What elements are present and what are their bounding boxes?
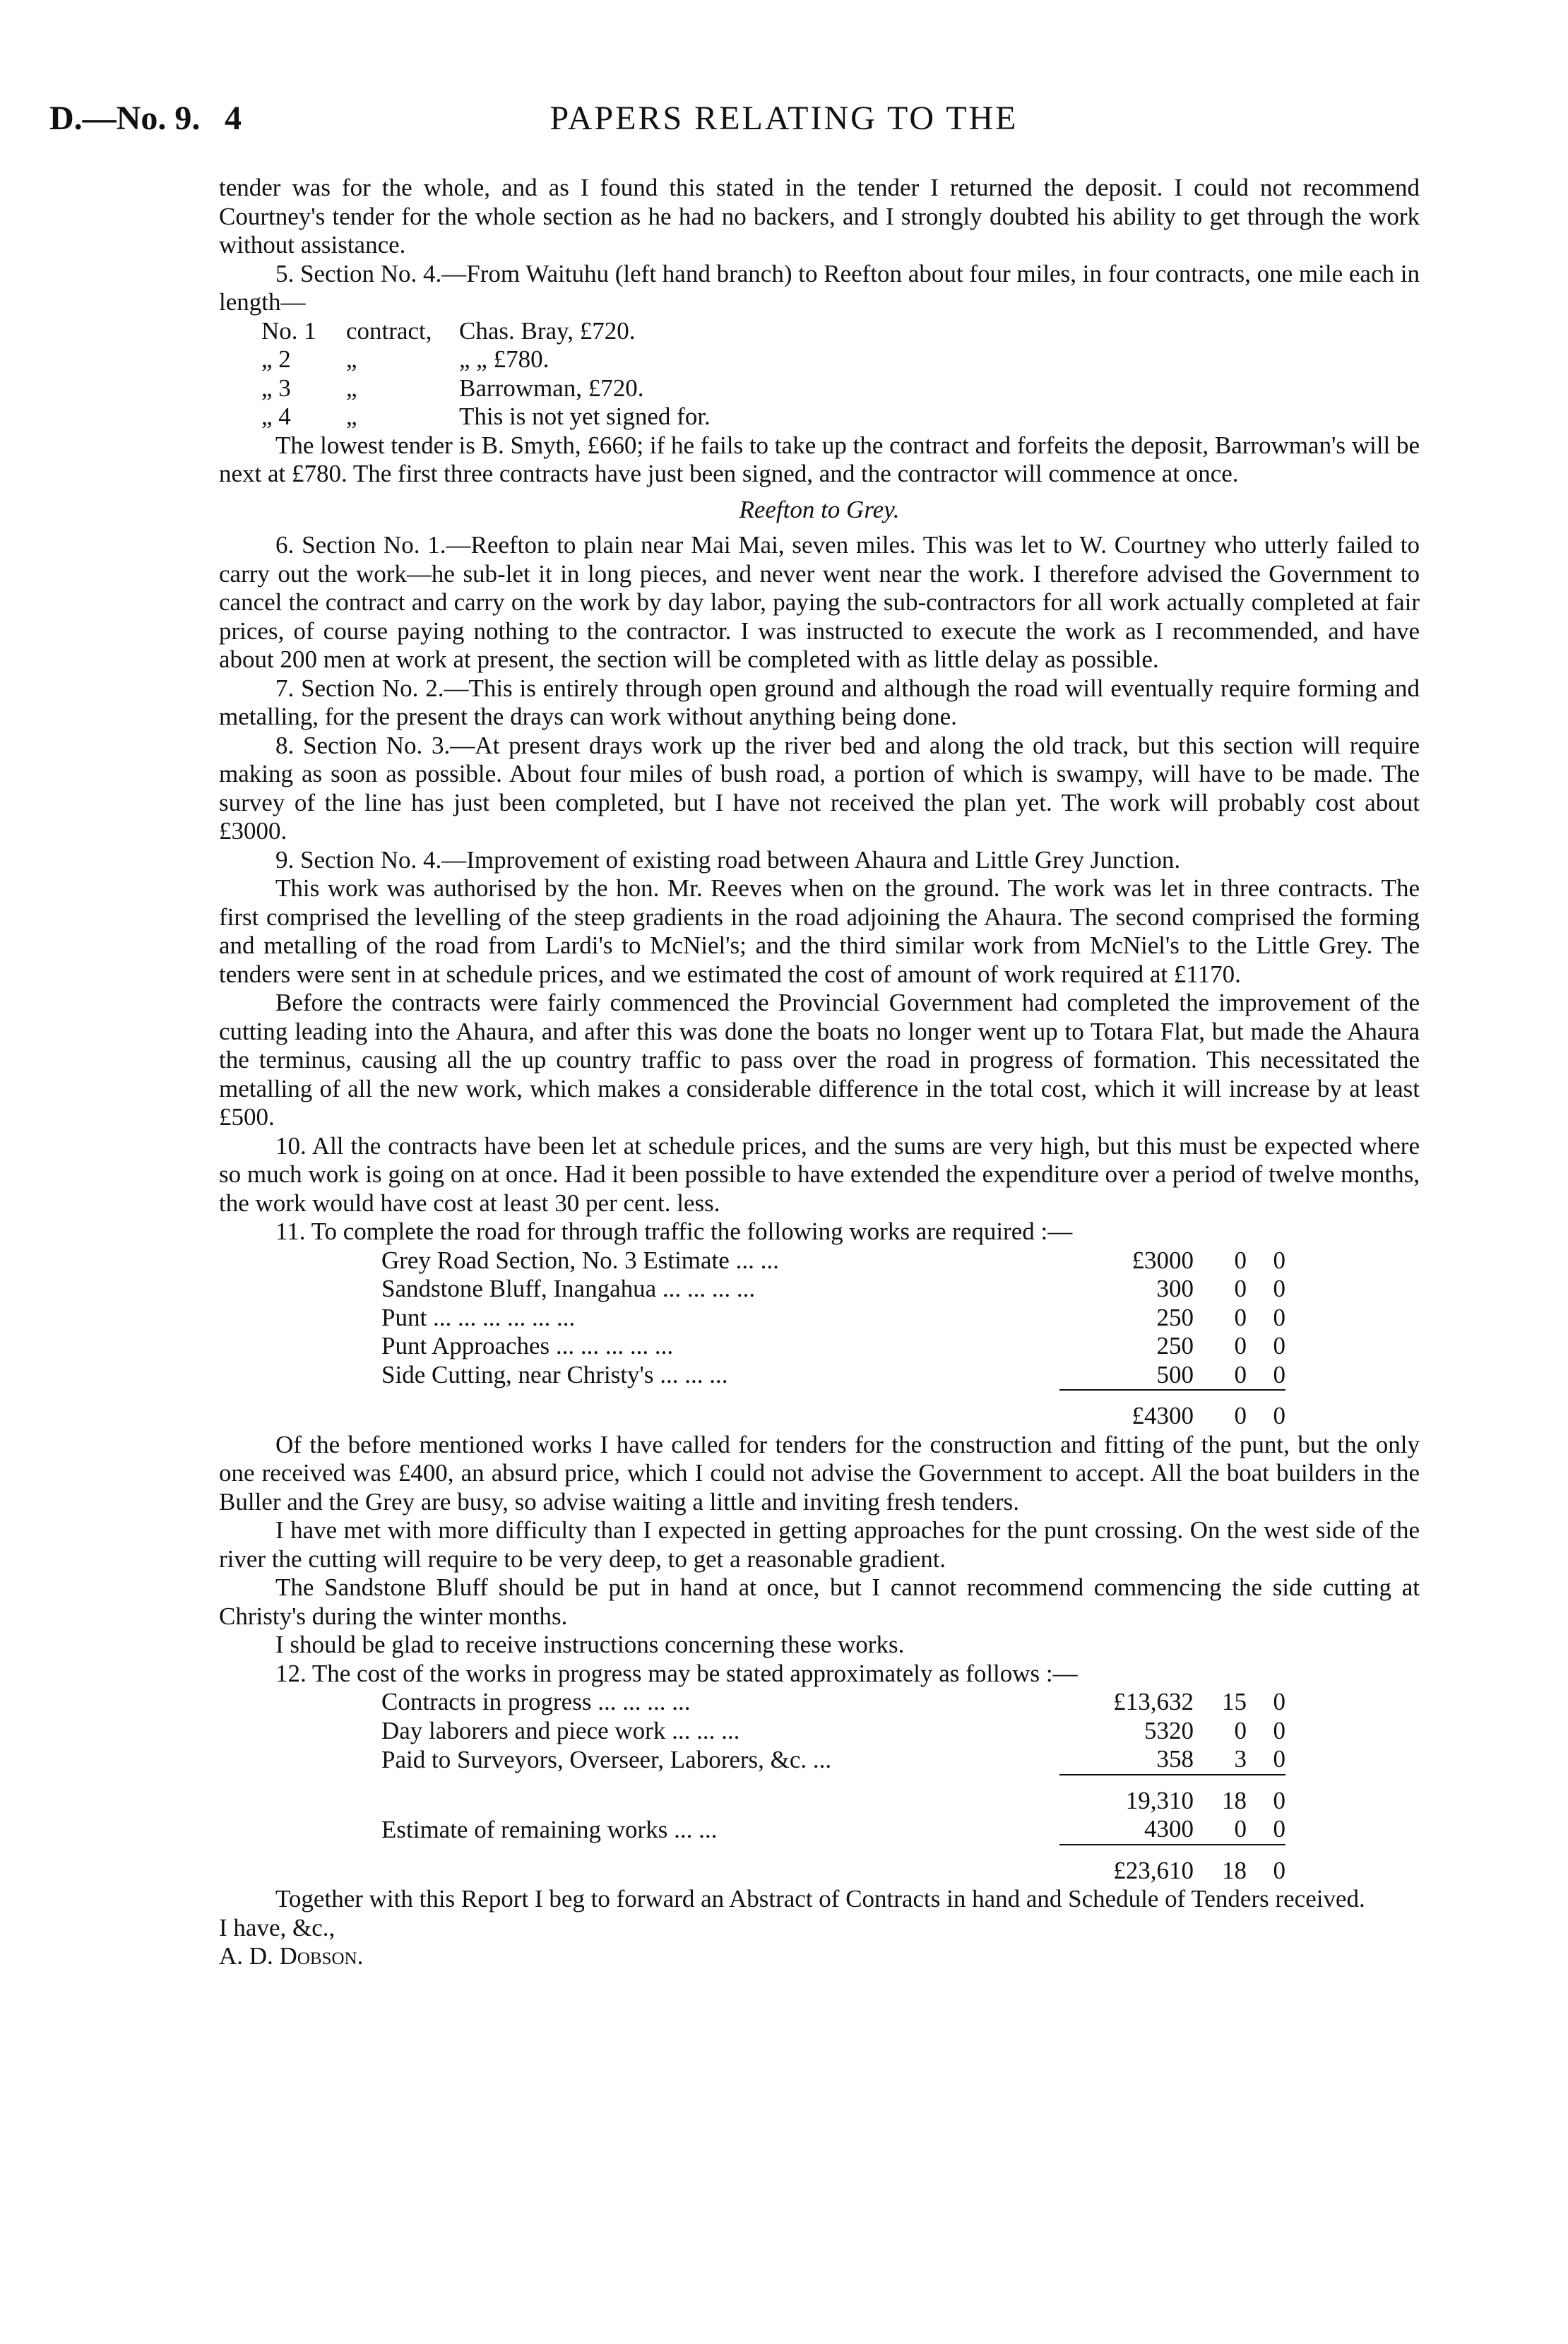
report-body: [219, 174, 1420, 1971]
paragraph-9b: This work was authorised by the hon. Mr. Reeves when on the ground. The work was let in three contracts. The first comprised the levelling of the steep gradients in the road adjoining the Ahaura. The second comprised the forming and metalling of the road from Lardi's to McNiel's; and the third similar work from McNiel's to the Little Grey. The tenders were sent in at schedule prices, and we estimated the cost of amount of work required at £1170.: [219, 874, 1420, 988]
paragraph-final: Together with this Report I beg to forward an Abstract of Contracts in hand and Schedule of Tenders received.: [275, 1885, 1365, 1912]
pence-cell: 0: [1273, 1688, 1285, 1715]
pounds-cell: 358: [1156, 1745, 1194, 1773]
contract-word: contract,: [346, 316, 432, 345]
section-subheading: Reefton to Grey.: [739, 495, 900, 523]
document-reference: D.—No. 9.: [49, 100, 201, 137]
work-label: Punt Approaches ... ... ... ... ...: [381, 1332, 674, 1360]
paragraph-11: 11. To complete the road for through traffic the following works are required :—: [275, 1218, 1073, 1245]
contract-list: [219, 317, 1420, 432]
page-number: 4: [225, 100, 242, 137]
remaining-pence: 0: [1273, 1815, 1285, 1843]
table-row: [381, 1275, 1285, 1304]
paragraph-10: 10. All the contracts have been let at schedule prices, and the sums are very high, but this must be expected where so much work is going on at once. Had it been possible to have extended the expenditure over a period of twelve months, the work would have cost at least 30 per cent. less.: [219, 1131, 1420, 1217]
remaining-label: Estimate of remaining works ... ...: [381, 1815, 718, 1843]
paragraph-7: 7. Section No. 2.—This is entirely through open ground and although the road will eventually require forming and metalling, for the present the drays can work without anything being done.: [219, 674, 1420, 730]
contract-detail: This is not yet signed for.: [459, 403, 711, 430]
subtotal-shillings: 18: [1194, 1775, 1247, 1816]
cost-label: Day laborers and piece work ... ... ...: [381, 1716, 740, 1744]
table-row: [381, 1717, 1285, 1746]
subtotal-row: [381, 1775, 1285, 1816]
signature: A. D. Dobson.: [219, 1942, 364, 1970]
contract-row: [219, 317, 1420, 346]
subtotal-pence: 0: [1247, 1775, 1285, 1816]
shillings-cell: 0: [1234, 1360, 1247, 1388]
grand-total-shillings: 18: [1194, 1845, 1247, 1886]
work-label: Sandstone Bluff, Inangahua ... ... ... ...: [381, 1275, 756, 1302]
total-pounds: £4300: [1059, 1390, 1194, 1431]
total-pence: 0: [1247, 1390, 1285, 1431]
contract-row: [219, 403, 1420, 432]
contract-word: „: [346, 403, 357, 430]
remaining-row: [381, 1815, 1285, 1845]
pounds-cell: 250: [1156, 1332, 1194, 1360]
paragraph-12: 12. The cost of the works in progress may be stated approximately as follows :—: [275, 1659, 1078, 1687]
grand-total-pence: 0: [1247, 1845, 1285, 1886]
shillings-cell: 0: [1234, 1246, 1247, 1274]
table-row: [381, 1361, 1285, 1391]
work-label: Side Cutting, near Christy's ... ... ...: [381, 1361, 728, 1388]
remaining-pounds: 4300: [1144, 1815, 1194, 1843]
contract-word: „: [346, 374, 357, 402]
shillings-cell: 15: [1222, 1688, 1247, 1715]
paragraph-9: 9. Section No. 4.—Improvement of existing road between Ahaura and Little Grey Junction.: [275, 845, 1181, 874]
contract-number: „ 3: [261, 374, 291, 402]
paragraph-9c: Before the contracts were fairly commenced the Provincial Government had completed the improvement of the cutting leading into the Ahaura, and after this was done the boats no longer went up to Totara Flat, but made the Ahaura the terminus, causing all the up country traffic to pass over the road in progress of formation. This necessitated the metalling of all the new work, which makes a considerable difference in the total cost, which it will increase by at least £500.: [219, 989, 1420, 1131]
paragraph-6: 6. Section No. 1.—Reefton to plain near Mai Mai, seven miles. This was let to W. Courtney who utterly failed to carry out the work—he sub-let it in long pieces, and never went near the work. I therefore advised the Government to cancel the contract and carry on the work by day labor, paying the sub-contractors for all work actually completed at fair prices, of course paying nothing to the contractor. I was instructed to execute the work as I recommended, and have about 200 men at work at present, the section will be completed with as little delay as possible.: [219, 531, 1420, 673]
paragraph-8: 8. Section No. 3.—At present drays work up the river bed and along the old track, but this section will require making as soon as possible. About four miles of bush road, a portion of which is swampy, will have to be made. The survey of the line has just been completed, but I have not received the plan yet. The work will probably cost about £3000.: [219, 731, 1420, 845]
shillings-cell: 0: [1234, 1275, 1247, 1302]
contract-number: „ 4: [261, 403, 291, 430]
work-label: Grey Road Section, No. 3 Estimate ... ...: [381, 1246, 779, 1274]
pence-cell: 0: [1273, 1246, 1285, 1274]
pounds-cell: 250: [1156, 1303, 1194, 1331]
table-row: [381, 1745, 1285, 1775]
pounds-cell: £3000: [1132, 1246, 1194, 1274]
contract-row: [219, 374, 1420, 403]
cost-label: Paid to Surveyors, Overseer, Laborers, &c. ...: [381, 1745, 832, 1773]
closing-line: I have, &c.,: [219, 1913, 335, 1941]
works-required-table: [381, 1247, 1285, 1431]
contract-number: No. 1: [261, 316, 316, 345]
table-row: [381, 1332, 1285, 1361]
paragraph-11b: Of the before mentioned works I have called for tenders for the construction and fitting of the punt, but the only one received was £400, an absurd price, which I could not advise the Government to accept. All the boat builders in the Buller and the Grey are busy, so advise waiting a little and inviting fresh tenders.: [219, 1430, 1420, 1516]
paragraph-11d: The Sandstone Bluff should be put in hand at once, but I cannot recommend commencing the side cutting at Christy's during the winter months.: [219, 1573, 1420, 1630]
pence-cell: 0: [1273, 1360, 1285, 1388]
shillings-cell: 3: [1234, 1745, 1247, 1773]
table-row: [381, 1247, 1285, 1275]
contract-detail: Barrowman, £720.: [459, 374, 644, 402]
contract-detail: „ „ £780.: [459, 345, 550, 373]
contract-detail: Chas. Bray, £720.: [459, 316, 636, 345]
total-shillings: 0: [1194, 1390, 1247, 1431]
contract-word: „: [346, 345, 357, 373]
pence-cell: 0: [1273, 1303, 1285, 1331]
cost-label: Contracts in progress ... ... ... ...: [381, 1688, 691, 1715]
running-title: PAPERS RELATING TO THE: [550, 100, 1018, 137]
paragraph-5b: The lowest tender is B. Smyth, £660; if he fails to take up the contract and forfeits the deposit, Barrowman's will be next at £780. The first three contracts have just been signed, and the contractor will commence at once.: [219, 431, 1420, 487]
grand-total-pounds: £23,610: [1059, 1845, 1194, 1886]
table-row: [381, 1688, 1285, 1717]
pounds-cell: 500: [1156, 1360, 1194, 1388]
pence-cell: 0: [1273, 1332, 1285, 1360]
pounds-cell: 300: [1156, 1275, 1194, 1302]
costs-table: [381, 1688, 1285, 1885]
works-total-row: [381, 1390, 1285, 1431]
pence-cell: 0: [1273, 1275, 1285, 1302]
remaining-shillings: 0: [1234, 1815, 1247, 1843]
paragraph-5: 5. Section No. 4.—From Waituhu (left hand branch) to Reefton about four miles, in four contracts, one mile each in length—: [219, 259, 1420, 316]
shillings-cell: 0: [1234, 1303, 1247, 1331]
pounds-cell: £13,632: [1113, 1688, 1194, 1715]
work-label: Punt ... ... ... ... ... ...: [381, 1303, 576, 1331]
subtotal-pounds: 19,310: [1059, 1775, 1194, 1816]
paragraph-11e: I should be glad to receive instructions concerning these works.: [275, 1631, 905, 1658]
paragraph-11c: I have met with more difficulty than I expected in getting approaches for the punt crossing. On the west side of the river the cutting will require to be very deep, to get a reasonable gradient.: [219, 1516, 1420, 1573]
pence-cell: 0: [1273, 1716, 1285, 1744]
pence-cell: 0: [1273, 1745, 1285, 1773]
grand-total-row: [381, 1845, 1285, 1886]
page-header: [0, 99, 1568, 141]
shillings-cell: 0: [1234, 1332, 1247, 1360]
contract-number: „ 2: [261, 345, 291, 373]
shillings-cell: 0: [1234, 1716, 1247, 1744]
contract-row: [219, 345, 1420, 374]
table-row: [381, 1304, 1285, 1333]
pounds-cell: 5320: [1144, 1716, 1194, 1744]
paragraph-continued: tender was for the whole, and as I found this stated in the tender I returned the deposit. I could not recommend Courtney's tender for the whole section as he had no backers, and I strongly doubted his ability to get through the work without assistance.: [219, 174, 1420, 258]
